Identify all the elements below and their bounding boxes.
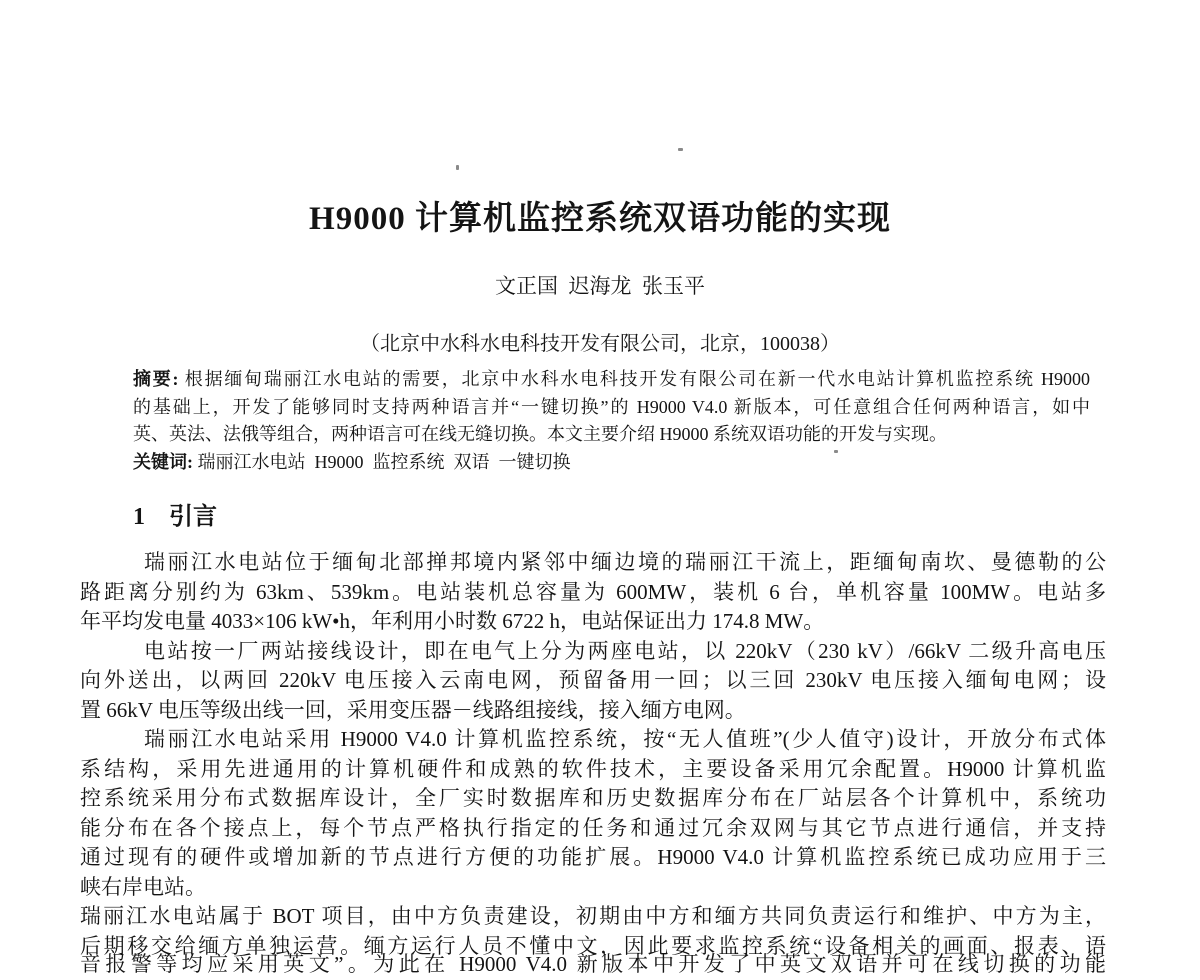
body-text	[80, 548, 1106, 976]
abstract-block	[133, 366, 1090, 476]
body-line: 能分布在各个接点上，每个节点严格执行指定的任务和通过冗余双网与其它节点进行通信，并支持	[80, 815, 1106, 840]
abstract-line	[133, 366, 1090, 394]
body-line: 控系统采用分布式数据库设计，全厂实时数据库和历史数据库分布在厂站层各个计算机中，系统功	[80, 786, 1106, 810]
authors-line: 文正国 迟海龙 张玉平	[495, 274, 705, 298]
body-line: 年平均发电量 4033×106 kW•h，年利用小时数 6722 h，电站保证出力 174.8 MW。	[80, 609, 825, 633]
keywords-label: 关键词:	[133, 451, 193, 472]
scan-speck	[678, 148, 683, 151]
body-line: 瑞丽江水电站属于 BOT 项目，由中方负责建设，初期由中方和缅方共同负责运行和维护、中方为主，	[80, 904, 1106, 928]
abstract-line: 英、英法、法俄等组合，两种语言可在线无缝切换。本文主要介绍 H9000 系统双语功能的开发与实现。	[133, 424, 947, 444]
body-line-clipped: 音报警等均应采用英文”。为此在 H9000 V4.0 新版本中开发了中英文双语并可在线切换的功能	[80, 952, 1106, 976]
scan-speck	[834, 450, 838, 453]
body-line: 通过现有的硬件或增加新的节点进行方便的功能扩展。H9000 V4.0 计算机监控系统已成功应用于三	[80, 845, 1106, 869]
body-line: 后期移交给缅方单独运营。缅方运行人员不懂中文，因此要求监控系统“设备相关的画面、报表、语	[80, 933, 1106, 958]
scan-speck	[456, 165, 459, 170]
abstract-label: 摘要:	[133, 369, 179, 389]
body-line: 向外送出，以两回 220kV 电压接入云南电网，预留备用一回；以三回 230kV 电压接入缅甸电网；设	[80, 668, 1106, 692]
abstract-text: 根据缅甸瑞丽江水电站的需要，北京中水科水电科技开发有限公司在新一代水电站计算机监控系统 H9000	[178, 369, 1090, 389]
abstract-line: 的基础上，开发了能够同时支持两种语言并“一键切换”的 H9000 V4.0 新版本，可任意组合任何两种语言，如中	[133, 396, 1090, 417]
body-line: 置 66kV 电压等级出线一回，采用变压器－线路组接线，接入缅方电网。	[80, 697, 746, 722]
body-line: 峡右岸电站。	[80, 874, 206, 899]
keywords-line	[133, 449, 1090, 477]
affiliation-line: （北京中水科水电科技开发有限公司，北京，100038）	[360, 333, 840, 355]
body-line: 电站按一厂两站接线设计，即在电气上分为两座电站，以 220kV（230 kV）/66kV 二级升高电压	[144, 638, 1106, 663]
body-line: 瑞丽江水电站采用 H9000 V4.0 计算机监控系统，按“无人值班”(少人值守)设计，开放分布式体	[144, 727, 1106, 751]
section-heading-introduction: 1 引言	[133, 504, 217, 530]
body-line: 瑞丽江水电站位于缅甸北部掸邦境内紧邻中缅边境的瑞丽江干流上，距缅甸南坎、曼德勒的公	[144, 550, 1106, 574]
keywords-text: 瑞丽江水电站 H9000 监控系统 双语 一键切换	[193, 451, 571, 472]
paper-title: H9000 计算机监控系统双语功能的实现	[309, 201, 891, 237]
body-line: 系结构，采用先进通用的计算机硬件和成熟的软件技术，主要设备采用冗余配置。H9000 计算机监	[80, 756, 1106, 781]
body-line: 路距离分别约为 63km、539km。电站装机总容量为 600MW，装机 6 台，单机容量 100MW。电站多	[80, 579, 1106, 604]
